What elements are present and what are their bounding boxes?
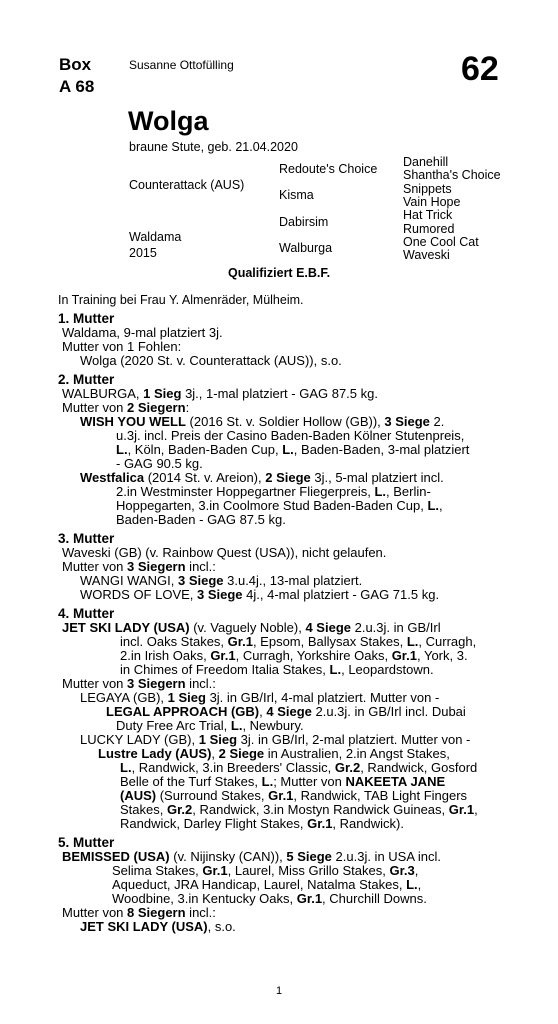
m1-foal: Wolga (2020 St. v. Counterattack (AUS)), s.o. xyxy=(80,353,342,368)
section-heading-m1: 1. Mutter xyxy=(58,311,115,326)
pedigree-sire: Counterattack (AUS) xyxy=(129,178,245,192)
m2-offspring-1-detail: u.3j. incl. Preis der Casino Baden-Baden Kölner Stutenpreis, xyxy=(116,428,465,443)
section-heading-m5: 5. Mutter xyxy=(58,835,115,850)
m4-dam-detail: incl. Oaks Stakes, Gr.1, Epsom, Ballysax Stakes, L., Curragh, xyxy=(120,634,477,649)
m2-line: Mutter von 2 Siegern: xyxy=(62,400,190,415)
horse-name: Wolga xyxy=(128,106,209,136)
m4-offspring-1-detail: Duty Free Arc Trial, L., Newbury. xyxy=(116,718,304,733)
m2-offspring-2-detail: Hoppegarten, 3.in Coolmore Stud Baden-Baden Cup, L., xyxy=(116,498,443,513)
lot-number: 62 xyxy=(461,50,499,88)
breeder-name: Susanne Ottofülling xyxy=(129,58,234,72)
m3-line: Waveski (GB) (v. Rainbow Quest (USA)), nicht gelaufen. xyxy=(62,545,387,560)
m2-line: WALBURGA, 1 Sieg 3j., 1-mal platziert - GAG 87.5 kg. xyxy=(62,386,378,401)
m5-offspring-1: JET SKI LADY (USA), s.o. xyxy=(80,919,236,934)
dam-line-content xyxy=(58,312,500,934)
section-heading-m3: 3. Mutter xyxy=(58,531,115,546)
m3-offspring-1: WANGI WANGI, 3 Siege 3.u.4j., 13-mal platziert. xyxy=(80,573,363,588)
m3-line: Mutter von 3 Siegern incl.: xyxy=(62,559,216,574)
m1-line: Waldama, 9-mal platziert 3j. xyxy=(62,325,223,340)
m4-offspring-2-detail: L., Randwick, 3.in Breeders' Classic, Gr.2, Randwick, Gosford xyxy=(120,760,478,775)
horse-description: braune Stute, geb. 21.04.2020 xyxy=(129,140,298,154)
m2-offspring-2-detail: Baden-Baden - GAG 87.5 kg. xyxy=(116,512,286,527)
training-info: In Training bei Frau Y. Almenräder, Mülheim. xyxy=(58,293,304,307)
m4-offspring-2-detail: Lustre Lady (AUS), 2 Siege in Australien, 2.in Angst Stakes, xyxy=(98,746,450,761)
m1-line: Mutter von 1 Fohlen: xyxy=(62,339,182,354)
m2-offspring-1: WISH YOU WELL (2016 St. v. Soldier Hollow (GB)), 3 Siege 2. xyxy=(80,414,445,429)
pedigree-g2-4: Walburga xyxy=(279,241,333,255)
pedigree-g3-5: Hat Trick xyxy=(403,208,453,222)
section-heading-m2: 2. Mutter xyxy=(58,372,115,387)
pedigree-g3-2: Shantha's Choice xyxy=(403,168,501,182)
m5-dam-detail: Selima Stakes, Gr.1, Laurel, Miss Grillo Stakes, Gr.3, xyxy=(112,863,419,878)
box-number: A 68 xyxy=(59,77,95,96)
pedigree-g2-3: Dabirsim xyxy=(279,215,329,229)
pedigree-g3-1: Danehill xyxy=(403,155,449,169)
m3-offspring-2: WORDS OF LOVE, 3 Siege 4j., 4-mal platziert - GAG 71.5 kg. xyxy=(80,587,440,602)
pedigree-g3-6: Rumored xyxy=(403,222,455,236)
m4-offspring-2-detail: (AUS) (Surround Stakes, Gr.1, Randwick, TAB Light Fingers xyxy=(120,788,468,803)
pedigree-g3-8: Waveski xyxy=(403,248,450,262)
m4-offspring-1: LEGAYA (GB), 1 Sieg 3j. in GB/Irl, 4-mal platziert. Mutter von - xyxy=(80,690,440,705)
m4-offspring-2-detail: Belle of the Turf Stakes, L.; Mutter von NAKEETA JANE xyxy=(120,774,446,789)
page-number: 1 xyxy=(276,985,283,997)
pedigree-g3-7: One Cool Cat xyxy=(403,235,479,249)
m5-dam-detail: Aqueduct, JRA Handicap, Laurel, Natalma Stakes, L., xyxy=(112,877,422,892)
pedigree-g3-3: Snippets xyxy=(403,182,452,196)
m5-line: Mutter von 8 Siegern incl.: xyxy=(62,905,216,920)
m2-offspring-1-detail: L., Köln, Baden-Baden Cup, L., Baden-Baden, 3-mal platziert xyxy=(116,442,470,457)
pedigree-g2-2: Kisma xyxy=(279,188,314,202)
m4-dam-detail: 2.in Irish Oaks, Gr.1, Curragh, Yorkshire Oaks, Gr.1, York, 3. xyxy=(120,648,468,663)
box-info xyxy=(59,54,94,98)
m2-offspring-2: Westfalica (2014 St. v. Areion), 2 Siege 3j., 5-mal platziert incl. xyxy=(80,470,444,485)
m4-offspring-1-detail: LEGAL APPROACH (GB), 4 Siege 2.u.3j. in GB/Irl incl. Dubai xyxy=(106,704,466,719)
m4-dam-detail: in Chimes of Freedom Italia Stakes, L., Leopardstown. xyxy=(120,662,434,677)
pedigree-dam: Waldama xyxy=(129,230,182,244)
m4-offspring-2-detail: Randwick, Darley Flight Stakes, Gr.1, Randwick). xyxy=(120,816,404,831)
box-label: Box xyxy=(59,55,92,74)
m5-dam-detail: Woodbine, 3.in Kentucky Oaks, Gr.1, Churchill Downs. xyxy=(112,891,427,906)
section-heading-m4: 4. Mutter xyxy=(58,606,115,621)
pedigree-g2-1: Redoute's Choice xyxy=(279,162,378,176)
m4-dam: JET SKI LADY (USA) (v. Vaguely Noble), 4 Siege 2.u.3j. in GB/Irl xyxy=(62,620,441,635)
m4-line: Mutter von 3 Siegern incl.: xyxy=(62,676,216,691)
m4-offspring-2-detail: Stakes, Gr.2, Randwick, 3.in Mostyn Randwick Guineas, Gr.1, xyxy=(120,802,478,817)
pedigree-g3-4: Vain Hope xyxy=(403,195,461,209)
m2-offspring-2-detail: 2.in Westminster Hoppegartner Fliegerpreis, L., Berlin- xyxy=(116,484,431,499)
qualification: Qualifiziert E.B.F. xyxy=(228,266,331,280)
m4-offspring-2: LUCKY LADY (GB), 1 Sieg 3j. in GB/Irl, 2-mal platziert. Mutter von - xyxy=(80,732,471,747)
m2-offspring-1-detail: - GAG 90.5 kg. xyxy=(116,456,203,471)
pedigree-dam-year: 2015 xyxy=(129,246,157,260)
m5-dam: BEMISSED (USA) (v. Nijinsky (CAN)), 5 Siege 2.u.3j. in USA incl. xyxy=(62,849,442,864)
